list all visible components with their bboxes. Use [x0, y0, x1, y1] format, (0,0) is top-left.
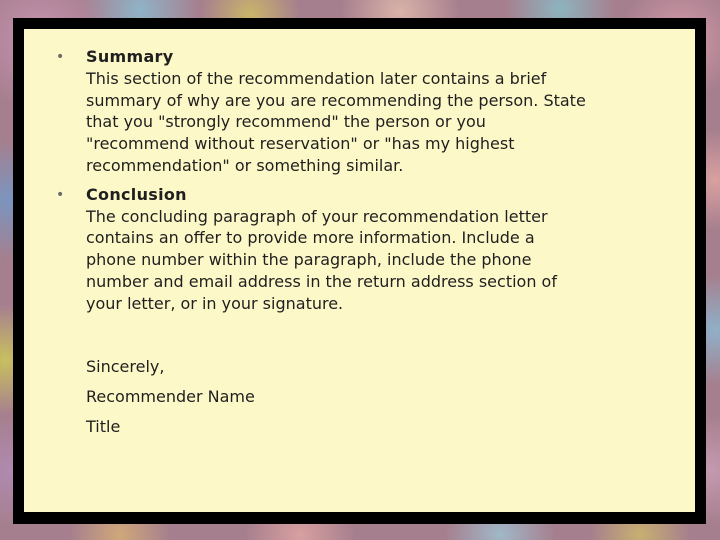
conclusion-line: The concluding paragraph of your recommendation letter	[86, 206, 548, 226]
bullet-conclusion	[56, 184, 666, 315]
summary-line: recommendation" or something similar.	[86, 155, 404, 175]
slide-content	[56, 46, 666, 446]
closing-salutation: Sincerely,	[86, 356, 165, 376]
bullet-title-summary: Summary	[86, 47, 174, 66]
conclusion-line: your letter, or in your signature.	[86, 293, 344, 313]
bullet-title-conclusion: Conclusion	[86, 184, 187, 204]
bullet-summary	[56, 46, 666, 177]
closing-title: Title	[86, 417, 121, 437]
closing-block	[86, 356, 666, 438]
summary-line: that you "strongly recommend" the person or you	[86, 112, 486, 132]
summary-line: This section of the recommendation later contains a brief	[86, 68, 547, 88]
summary-line: "recommend without reservation" or "has my highest	[86, 134, 515, 154]
closing-name: Recommender Name	[86, 386, 255, 406]
conclusion-line: number and email address in the return address section of	[86, 271, 557, 291]
conclusion-line: phone number within the paragraph, include the phone	[86, 250, 532, 270]
bullet-marker: •	[56, 49, 65, 65]
conclusion-line: contains an offer to provide more information. Include a	[86, 228, 535, 248]
bullet-marker: •	[56, 186, 65, 203]
summary-line: summary of why are you are recommending the person. State	[86, 90, 586, 110]
